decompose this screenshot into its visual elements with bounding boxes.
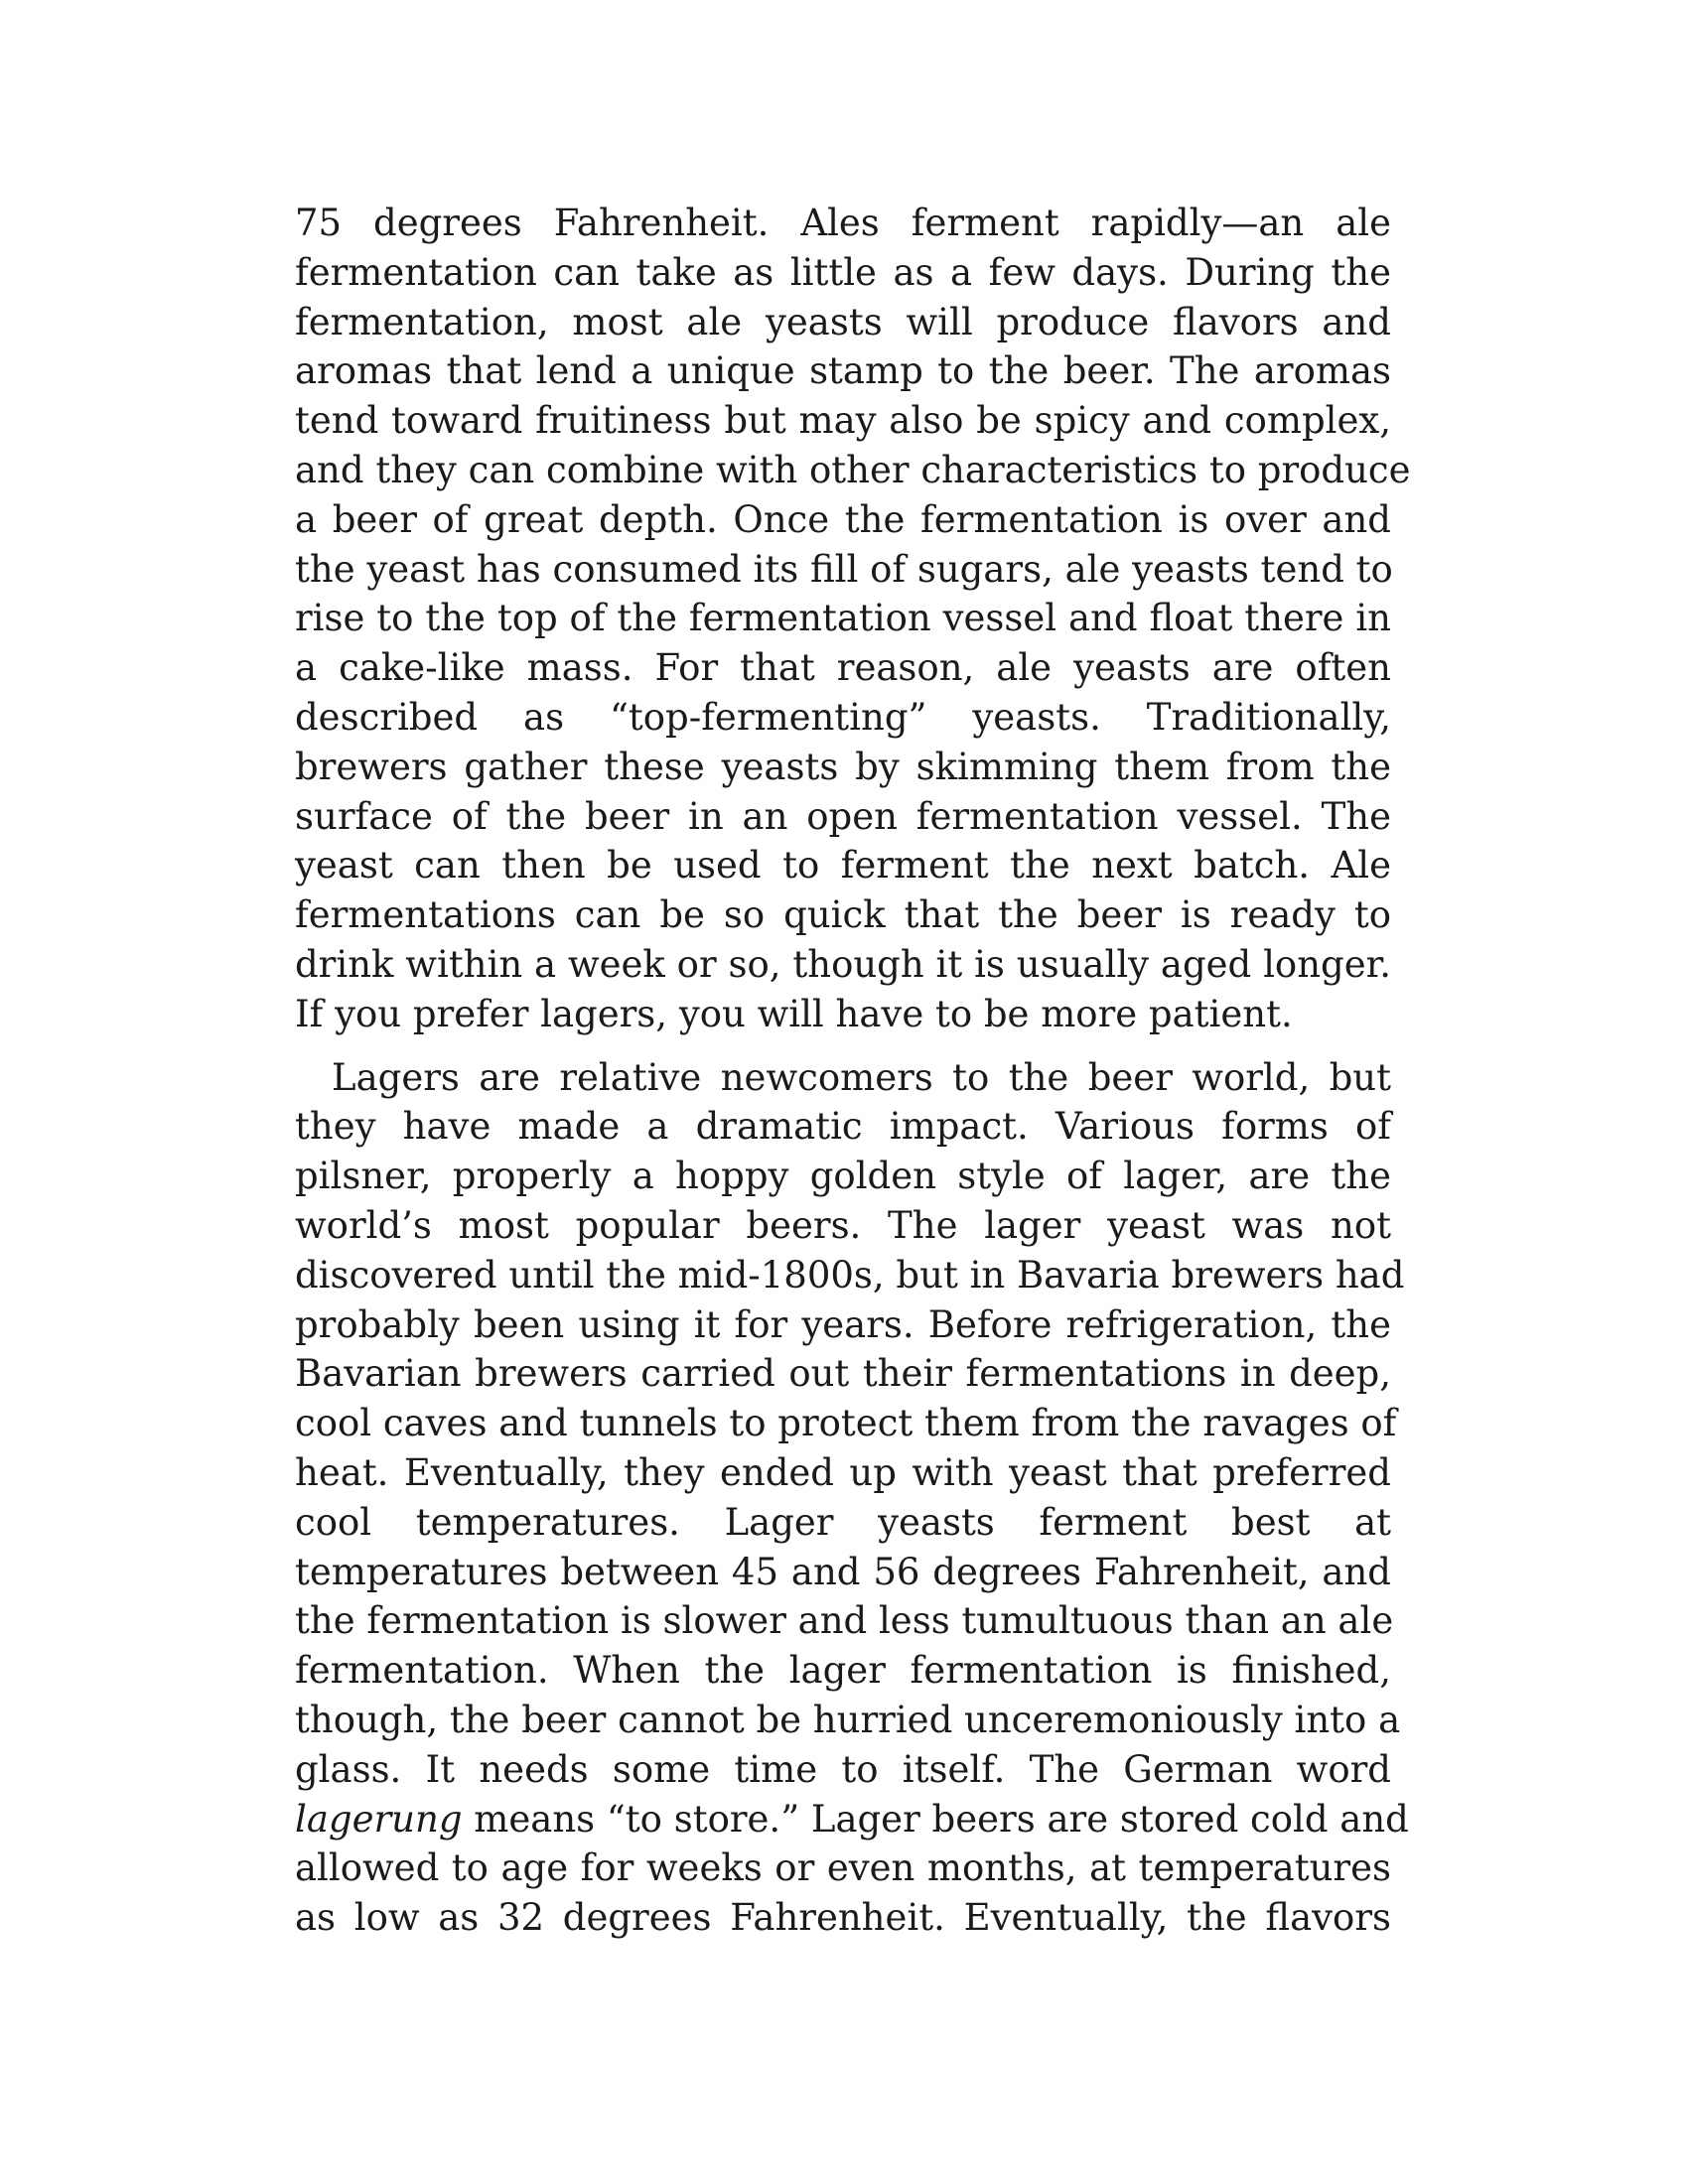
text-line: probably been using it for years. Before refrigeration, the	[295, 1302, 1391, 1346]
text-line-with-italic	[295, 1795, 1409, 1844]
text-line: heat. Eventually, they ended up with yeast that preferred	[295, 1450, 1391, 1494]
text-line: a cake-like mass. For that reason, ale yeasts are often	[295, 646, 1391, 690]
text-line-rest: means “to store.” Lager beers are stored cold and	[462, 1797, 1409, 1841]
text-line: Bavarian brewers carried out their fermentations in deep,	[295, 1352, 1391, 1396]
paragraph-1	[295, 199, 1411, 1039]
text-line: described as “top-fermenting” yeasts. Traditionally,	[295, 695, 1391, 739]
text-line: and they can combine with other characteristics to produce	[295, 448, 1411, 491]
text-line: brewers gather these yeasts by skimming them from the	[295, 745, 1391, 788]
text-line: fermentation. When the lager fermentation is finished,	[295, 1649, 1391, 1693]
text-line: as low as 32 degrees Fahrenheit. Eventually, the flavors	[295, 1896, 1391, 1940]
text-line: allowed to age for weeks or even months, at temperatures	[295, 1846, 1391, 1890]
text-line: yeast can then be used to ferment the next batch. Ale	[295, 844, 1391, 887]
text-line: rise to the top of the fermentation vessel and float there in	[295, 597, 1391, 640]
text-line: pilsner, properly a hoppy golden style of lager, are the	[295, 1155, 1391, 1198]
text-line: discovered until the mid-1800s, but in Bavaria brewers had	[295, 1253, 1405, 1297]
text-line: aromas that lend a unique stamp to the beer. The aromas	[295, 349, 1391, 393]
text-line: world’s most popular beers. The lager yeast was not	[295, 1203, 1391, 1247]
text-line: though, the beer cannot be hurried unceremoniously into a	[295, 1698, 1401, 1741]
text-line: If you prefer lagers, you will have to be more patient.	[295, 992, 1293, 1035]
text-line: fermentation can take as little as a few days. During the	[295, 250, 1391, 294]
text-line: a beer of great depth. Once the fermentation is over and	[295, 497, 1391, 541]
text-line: tend toward fruitiness but may also be spicy and complex,	[295, 399, 1391, 443]
text-line: fermentation, most ale yeasts will produce flavors and	[295, 300, 1391, 343]
italic-word: lagerung	[295, 1797, 463, 1841]
text-line: the yeast has consumed its fill of sugars, ale yeasts tend to	[295, 547, 1393, 591]
text-line: drink within a week or so, though it is usually aged longer.	[295, 942, 1391, 986]
text-line: cool temperatures. Lager yeasts ferment best at	[295, 1500, 1391, 1544]
text-line: glass. It needs some time to itself. The German word	[295, 1747, 1391, 1791]
text-line: 75 degrees Fahrenheit. Ales ferment rapidly—an ale	[295, 202, 1391, 244]
text-line: temperatures between 45 and 56 degrees Fahrenheit, and	[295, 1550, 1391, 1593]
text-line: fermentations can be so quick that the beer is ready to	[295, 893, 1391, 937]
paragraph-gap	[295, 1039, 1391, 1053]
text-line: surface of the beer in an open fermentation vessel. The	[295, 794, 1391, 838]
body-text	[295, 199, 1411, 1943]
paragraph-2	[295, 1053, 1409, 1943]
text-line: cool caves and tunnels to protect them from the ravages of	[295, 1402, 1397, 1445]
text-line: the fermentation is slower and less tumultuous than an ale	[295, 1599, 1394, 1643]
text-line: Lagers are relative newcomers to the beer world, but	[332, 1055, 1391, 1099]
text-line: they have made a dramatic impact. Various forms of	[295, 1105, 1391, 1149]
